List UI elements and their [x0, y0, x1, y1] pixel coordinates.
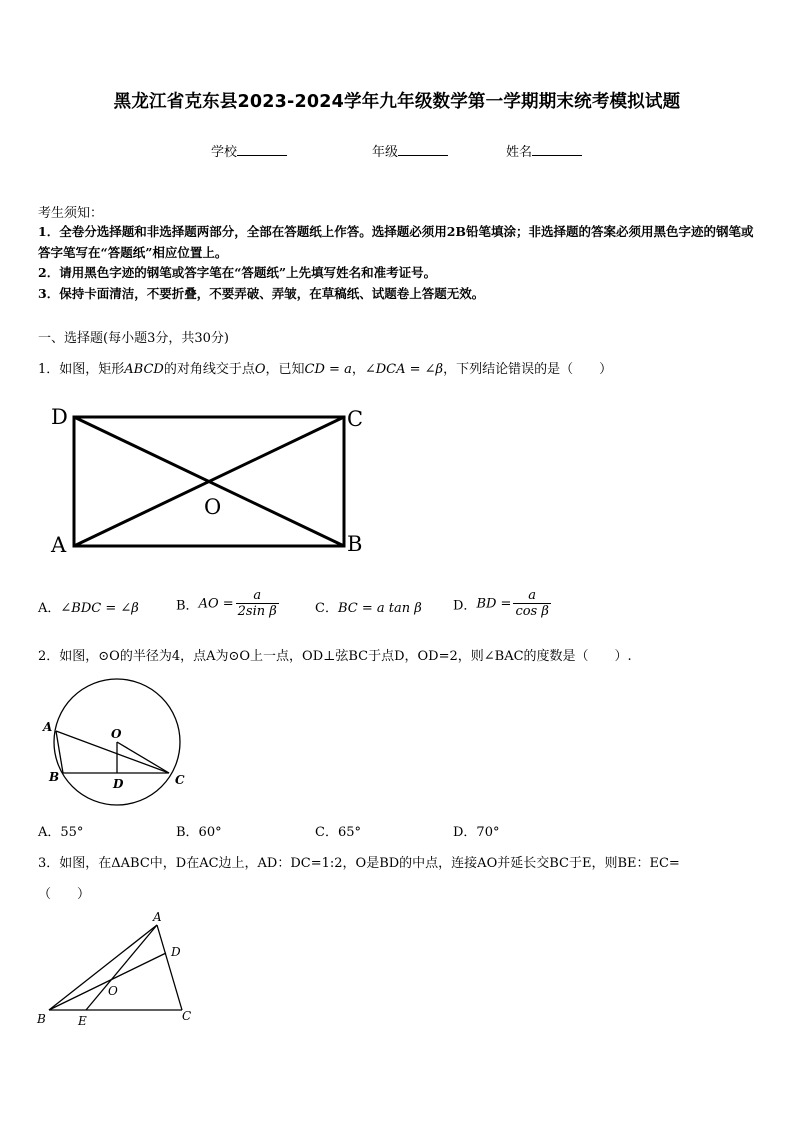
- numerator: a: [236, 588, 279, 604]
- note-item: 2．请用黑色字迹的钢笔或答字笔在“答题纸”上先填写姓名和准考证号。: [38, 265, 437, 280]
- label-O: O: [108, 984, 118, 998]
- label-O: O: [204, 495, 222, 519]
- label-D: D: [51, 405, 68, 429]
- label-C: C: [182, 1009, 192, 1023]
- q1-text: ，: [351, 362, 365, 377]
- note-item: 3．保持卡面清洁，不要折叠，不要弄破、弄皱，在草稿纸、试题卷上答题无效。: [38, 286, 485, 301]
- q2-option-a[interactable]: A．55°: [38, 825, 84, 840]
- option-expr: BD =: [476, 596, 512, 612]
- denominator: 2sin β: [237, 604, 277, 619]
- q2-option-d[interactable]: D．70°: [453, 825, 500, 840]
- question-3-stem: 3．如图，在ΔABC中，D在AC边上，AD：DC=1:2，O是BD的中点，连接AO并延长交BC于E，则BE：EC=: [38, 856, 680, 871]
- label-B: B: [347, 532, 363, 556]
- label-C: C: [347, 407, 364, 431]
- note-item: 1．全卷分选择题和非选择题两部分，全部在答题纸上作答。选择题必须用2B铅笔填涂；非选择题的答案必须用黑色字迹的钢笔或答字笔写在“答题纸”相应位置上。: [38, 224, 754, 260]
- q1-text: 1．如图，矩形: [38, 362, 125, 377]
- question-2-stem: 2．如图，⊙O的半径为4，点A为⊙O上一点，OD⊥弦BC于点D，OD=2，则∠BAC的度数是（ ）.: [38, 649, 632, 664]
- q1-text: ，已知: [265, 362, 305, 377]
- label-D: D: [171, 945, 181, 959]
- label-E: E: [78, 1014, 87, 1028]
- label-O: O: [111, 727, 122, 741]
- option-expr: ∠BDC = ∠β: [60, 601, 139, 616]
- option-letter: A．: [38, 601, 61, 616]
- option-letter: C．: [315, 601, 338, 616]
- q1-text: 的对角线交于点: [163, 362, 255, 377]
- option-letter: D．: [453, 598, 477, 614]
- label-D: D: [113, 777, 124, 791]
- label-C: C: [175, 773, 185, 787]
- numerator: a: [513, 588, 550, 604]
- label-A: A: [51, 533, 67, 557]
- label-A: A: [153, 910, 162, 924]
- q2-option-b[interactable]: B．60°: [176, 825, 222, 840]
- option-letter: B．: [176, 598, 199, 614]
- q1-math: ∠DCA = ∠β: [364, 362, 444, 377]
- denominator: cos β: [515, 604, 549, 619]
- label-B: B: [37, 1012, 46, 1026]
- name-label: 姓名: [506, 145, 533, 160]
- school-label: 学校: [211, 145, 238, 160]
- option-expr: BC = a tan β: [337, 601, 422, 616]
- label-B: B: [49, 770, 60, 784]
- label-A: A: [43, 720, 53, 734]
- q1-text: ，下列结论错误的是（ ）: [443, 362, 613, 377]
- question-3-stem-cont: （ ）: [38, 887, 91, 902]
- notes-heading: 考生须知：: [38, 206, 104, 221]
- q1-math: O: [254, 362, 266, 377]
- section-heading: 一、选择题(每小题3分，共30分): [38, 331, 229, 346]
- q2-option-c[interactable]: C．65°: [315, 825, 361, 840]
- option-expr: AO =: [198, 596, 234, 612]
- q1-math: ABCD: [124, 362, 164, 377]
- page-title: 黑龙江省克东县2023-2024学年九年级数学第一学期期末统考模拟试题: [113, 92, 681, 112]
- grade-label: 年级: [372, 145, 399, 160]
- q1-math: CD = a: [304, 362, 352, 377]
